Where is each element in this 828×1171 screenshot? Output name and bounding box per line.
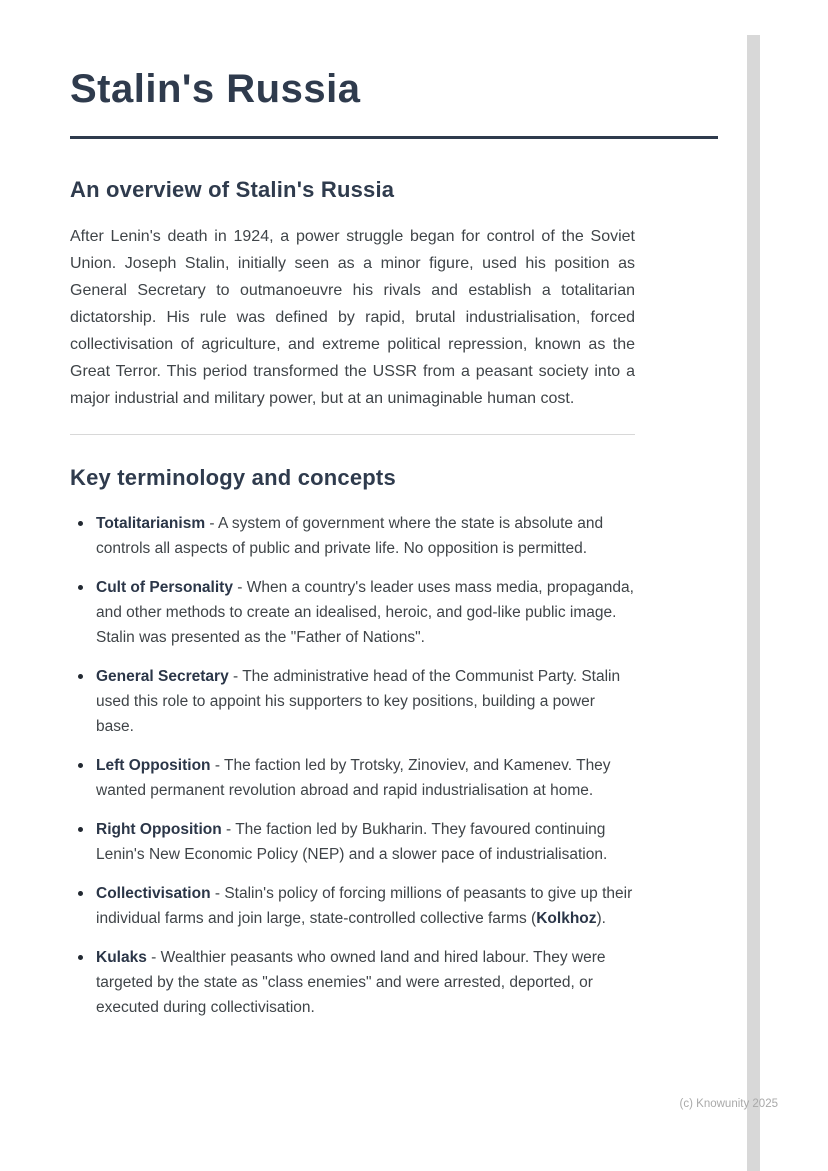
term-separator: - [146,949,161,966]
terminology-section [70,465,718,1020]
term-definition-text: The administrative head of the Communist Party. Stalin used this role to appoint his supporters to key positions, building a power base. [96,668,621,735]
term-label: Cult of Personality [96,579,233,596]
term-label: Left Opposition [96,757,211,774]
copyright-watermark: (c) Knowunity 2025 [679,1098,778,1110]
term-separator: - [232,579,247,596]
term-definition-text: The faction led by Bukharin. They favoured continuing Lenin's New Economic Policy (NEP) and a slower pace of industrialisation. [96,821,608,863]
term-inline-bold: Kolkhoz [536,910,597,927]
title-divider [70,136,718,139]
term-list-item [70,945,635,1020]
term-label: General Secretary [96,668,229,685]
page-title: Stalin's Russia [70,67,361,111]
term-definition-text: Stalin's policy of forcing millions of peasants to give up their individual farms and join large, state-controlled collective farms ( [96,885,633,927]
overview-paragraph: After Lenin's death in 1924, a power struggle began for control of the Soviet Union. Joseph Stalin, initially seen as a minor figure, used his position as General Secretary to outmanoeuvre his rivals and establish a totalitarian dictatorship. His rule was defined by rapid, brutal industrialisation, forced collectivisation of agriculture, and extreme political repression, known as the Great Terror. This period transformed the USSR from a peasant society into a major industrial and military power, but at an unimaginable human cost. [70,228,635,407]
term-label: Right Opposition [96,821,222,838]
term-separator: - [221,821,236,838]
terminology-heading: Key terminology and concepts [70,465,396,490]
overview-heading: An overview of Stalin's Russia [70,177,395,202]
term-definition-text: A system of government where the state is absolute and controls all aspects of public and private life. No opposition is permitted. [96,515,604,557]
term-list-item [70,881,635,931]
section-divider [70,434,635,435]
term-list-item [70,817,635,867]
scrollbar[interactable] [747,35,760,1171]
term-label: Totalitarianism [96,515,206,532]
term-label: Collectivisation [96,885,211,902]
page-content [70,0,718,1034]
term-list-item [70,753,635,803]
term-list-item [70,664,635,739]
term-definition-text: The faction led by Trotsky, Zinoviev, and Kamenev. They wanted permanent revolution abroad and rapid industrialisation at home. [96,757,611,799]
term-list-item [70,575,635,650]
terms-list [70,511,635,1020]
term-separator: - [210,885,225,902]
term-definition [96,949,606,1016]
term-definition-text: When a country's leader uses mass media, propaganda, and other methods to create an idealised, heroic, and god-like public image. Stalin was presented as the "Father of Nations". [96,579,634,646]
overview-section [70,177,718,412]
term-definition-text: ). [596,910,606,927]
term-definition-text: Wealthier peasants who owned land and hired labour. They were targeted by the state as "class enemies" and were arrested, deported, or executed during collectivisation. [96,949,606,1016]
term-separator: - [205,515,219,532]
term-separator: - [228,668,243,685]
term-label: Kulaks [96,949,147,966]
term-separator: - [210,757,225,774]
term-list-item [70,511,635,561]
